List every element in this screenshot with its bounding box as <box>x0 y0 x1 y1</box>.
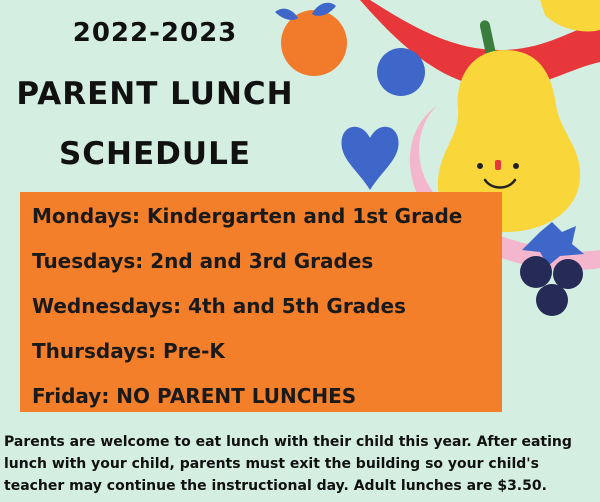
yellow-corner <box>540 0 600 31</box>
note-line: teacher may continue the instructional day. Adult lunches are $3.50. <box>4 478 547 494</box>
heart-icon <box>341 127 398 190</box>
blueberry-icon <box>377 48 425 96</box>
schedule-row-friday: Friday: NO PARENT LUNCHES <box>32 384 357 408</box>
page-subtitle: SCHEDULE <box>58 136 252 172</box>
schedule-row-thursday: Thursdays: Pre-K <box>32 339 225 363</box>
lunch-note <box>4 431 596 497</box>
schedule-row-wednesday: Wednesdays: 4th and 5th Grades <box>32 294 406 318</box>
schedule-panel <box>20 192 502 412</box>
page-title: PARENT LUNCH <box>16 76 294 112</box>
schedule-year: 2022-2023 <box>72 18 238 48</box>
schedule-row-tuesday: Tuesdays: 2nd and 3rd Grades <box>32 249 374 273</box>
schedule-row-monday: Mondays: Kindergarten and 1st Grade <box>32 204 463 228</box>
note-line: lunch with your child, parents must exit the building so your child's <box>4 456 539 472</box>
note-line: Parents are welcome to eat lunch with their child this year. After eating <box>4 434 572 450</box>
